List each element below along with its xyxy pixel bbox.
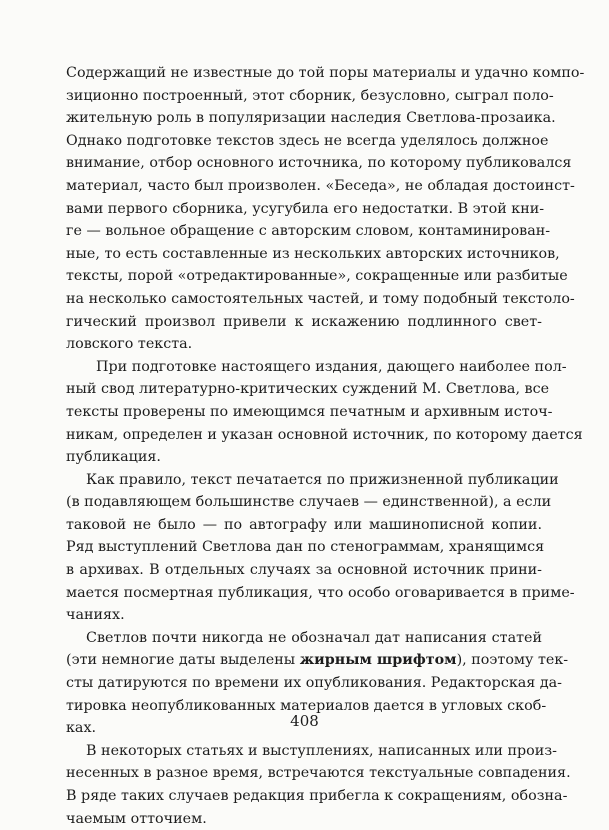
text-line: (в подавляющем большинстве случаев — единственной), а если xyxy=(66,494,552,511)
text-line: тировка неопубликованных материалов дается в угловых скоб- xyxy=(66,697,547,714)
text-line: ный свод литературно-критических суждений М. Светлова, все xyxy=(66,381,550,398)
text-line: чаемым отточием. xyxy=(66,810,207,827)
text-line: сты датируются по времени их опубликования. Редакторская да- xyxy=(66,675,563,692)
text-line: Однако подготовке текстов здесь не всегда уделялось должное xyxy=(66,132,549,149)
paragraph-1 xyxy=(66,62,585,356)
text-line: Светлов почти никогда не обозначал дат написания статей xyxy=(86,629,542,646)
text-line: ные, то есть составленные из нескольких авторских источников, xyxy=(66,245,560,262)
text-line: В ряде таких случаев редакция прибегла к сокращениям, обозна- xyxy=(66,788,568,804)
text-line: Ряд выступлений Светлова дан по стенограммам, хранящимся xyxy=(66,539,545,556)
text-line: материал, часто был произволен. «Беседа», не обладая достоинст- xyxy=(66,177,575,194)
text-line: жительную роль в популяризации наследия Светлова-прозаика. xyxy=(66,110,556,127)
text-line: Содержащий не известные до той поры материалы и удачно компо- xyxy=(66,65,585,81)
paragraph-3 xyxy=(66,469,575,627)
text-line: В некоторых статьях и выступлениях, написанных или произ- xyxy=(86,742,557,759)
text-line: в архивах. В отдельных случаях за основной источник прини- xyxy=(66,562,542,579)
paragraph-2 xyxy=(66,356,583,469)
text-line: ловского текста. xyxy=(66,336,193,353)
text-line: на несколько самостоятельных частей, и тому подобный текстоло- xyxy=(66,290,575,307)
text-line: тексты проверены по имеющимся печатным и архивным источ- xyxy=(66,403,553,420)
text-line: никам, определен и указан основной источник, по которому дается xyxy=(66,426,583,443)
paragraph-5 xyxy=(66,740,571,830)
text-line: несенных в разное время, встречаются текстуальные совпадения. xyxy=(66,765,571,782)
text-line: зиционно построенный, этот сборник, безусловно, сыграл поло- xyxy=(66,87,554,104)
text-line: мается посмертная публикация, что особо оговаривается в приме- xyxy=(66,584,575,601)
bold-phrase: жирным шрифтом xyxy=(299,652,457,669)
text-segment: (эти немногие даты выделены xyxy=(66,652,300,669)
text-segment: ), поэтому тек- xyxy=(456,652,569,669)
text-line: ках. xyxy=(66,720,97,737)
text-line: чаниях. xyxy=(66,607,125,624)
page-number: 408 xyxy=(290,712,319,730)
text-line: При подготовке настоящего издания, дающего наиболее пол- xyxy=(96,358,567,375)
text-line: тексты, порой «отредактированные», сокращенные или разбитые xyxy=(66,268,568,285)
text-line: публикация. xyxy=(66,449,161,466)
text-line: вами первого сборника, усугубила его недостатки. В этой кни- xyxy=(66,200,545,217)
text-line: Как правило, текст печатается по прижизненной публикации xyxy=(86,471,559,488)
text-line: гический произвол привели к искажению подлинного свет- xyxy=(66,313,542,330)
text-line: ге — вольное обращение с авторским словом, контаминирован- xyxy=(66,223,551,240)
text-line: таковой не было — по автографу или машинописной копии. xyxy=(66,516,542,533)
text-line: внимание, отбор основного источника, по которому публиковался xyxy=(66,155,572,172)
text-line-with-bold xyxy=(66,649,569,672)
